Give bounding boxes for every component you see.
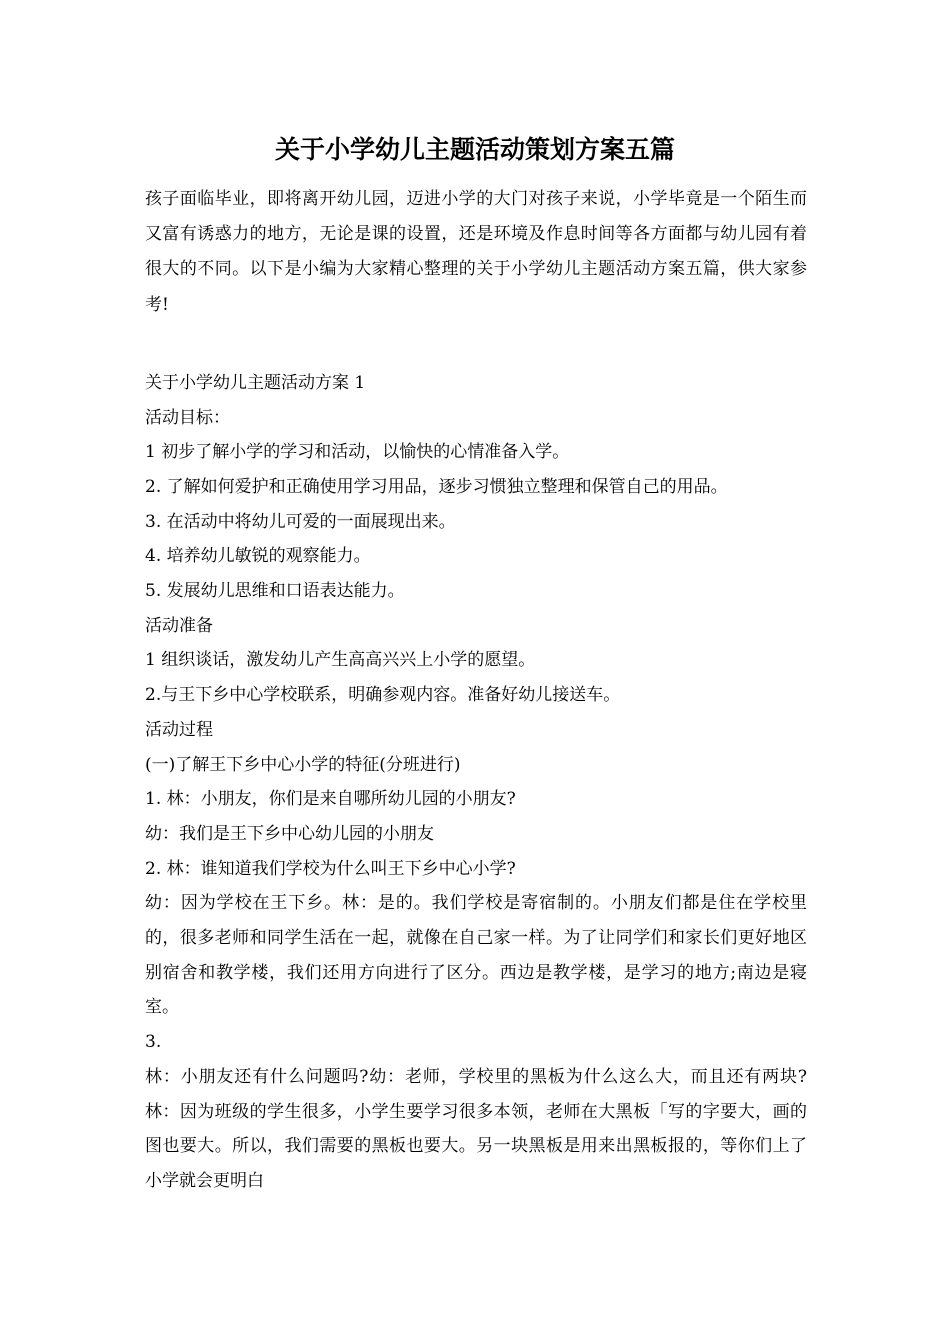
process-heading: 活动过程	[145, 719, 213, 740]
goals-heading: 活动目标：	[145, 407, 230, 428]
prep-heading: 活动准备	[145, 615, 213, 636]
process-item: 幼：我们是王下乡中心幼儿园的小朋友	[145, 823, 434, 844]
document-body	[145, 182, 807, 1199]
paragraph-spacer	[145, 323, 807, 366]
intro-paragraph: 孩子面临毕业，即将离开幼儿园，迈进小学的大门对孩子来说，小学毕竟是一个陌生而又富有诱惑力的地方，无论是课的设置，还是环境及作息时间等各方面都与幼儿园有着很大的不同。以下是小编为大家精心整理的关于小学幼儿主题活动方案五篇，供大家参考!	[145, 189, 807, 315]
process-item: 3.	[145, 1032, 162, 1053]
section-title: 关于小学幼儿主题活动方案 1	[145, 372, 366, 393]
document-title: 关于小学幼儿主题活动策划方案五篇	[274, 135, 675, 164]
goal-item: 4. 培养幼儿敏锐的观察能力。	[145, 546, 371, 567]
prep-item: 1 组织谈话，激发幼儿产生高高兴兴上小学的愿望。	[145, 650, 536, 671]
process-item: 1. 林：小朋友，你们是来自哪所幼儿园的小朋友?	[145, 789, 516, 810]
goal-item: 5. 发展幼儿思维和口语表达能力。	[145, 581, 405, 602]
process-paragraph: 幼：因为学校在王下乡。林：是的。我们学校是寄宿制的。小朋友们都是住在学校里的，很多老师和同学生活在一起，就像在自己家一样。为了让同学们和家长们更好地区别宿舍和教学楼，我们还用方向进行了区分。西边是教学楼，是学习的地方;南边是寝室。	[145, 893, 807, 1018]
goal-item: 2. 了解如何爱护和正确使用学习用品，逐步习惯独立整理和保管自己的用品。	[145, 476, 728, 497]
goal-item: 3. 在活动中将幼儿可爱的一面展现出来。	[145, 511, 456, 532]
process-item: (一)了解王下乡中心小学的特征(分班进行)	[145, 754, 461, 775]
goal-item: 1 初步了解小学的学习和活动，以愉快的心情准备入学。	[145, 442, 570, 463]
process-paragraph: 林：小朋友还有什么问题吗?幼：老师，学校里的黑板为什么这么大，而且还有两块?林：因为班级的学生很多，小学生要学习很多本领，老师在大黑板「写的字要大，画的图也要大。所以，我们需要的黑板也要大。另一块黑板是用来出黑板报的，等你们上了小学就会更明白	[145, 1066, 807, 1191]
process-item: 2. 林：谁知道我们学校为什么叫王下乡中心小学?	[145, 858, 516, 879]
prep-item: 2.与王下乡中心学校联系，明确参观内容。准备好幼儿接送车。	[145, 685, 621, 706]
